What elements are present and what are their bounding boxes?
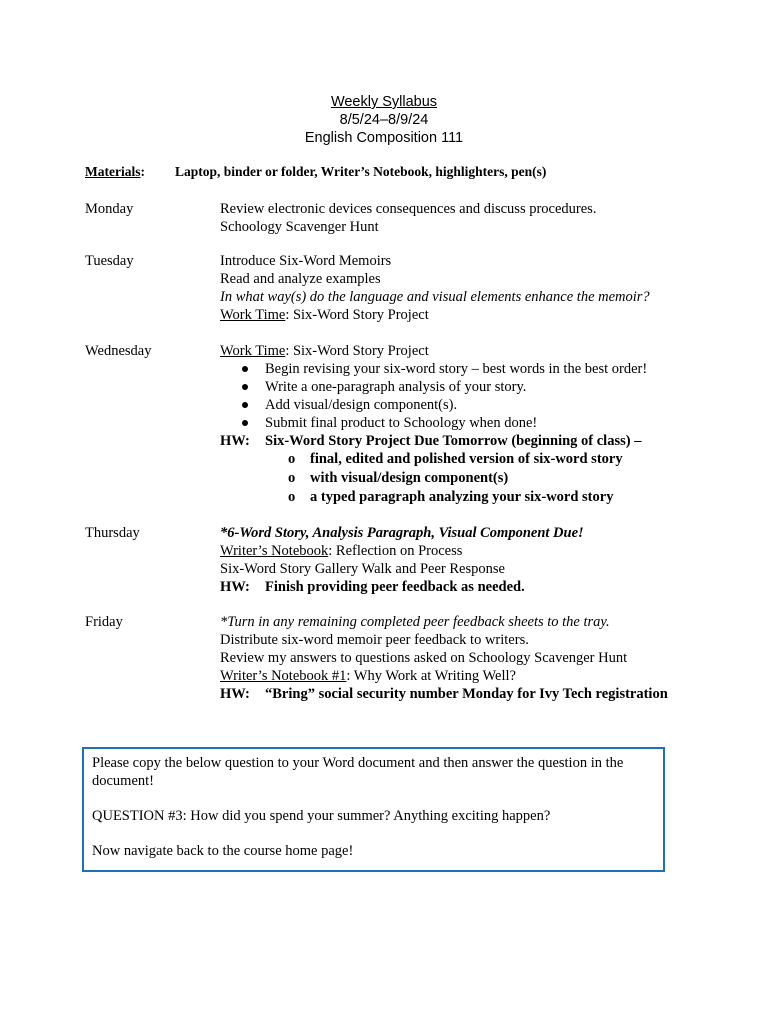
homework-text: Finish providing peer feedback as needed. [265,579,525,595]
day-name: Monday [85,201,134,217]
materials-colon: : [140,164,145,179]
day-content [220,342,720,507]
sub-list-item-text: final, edited and polished version of six-word story [310,451,623,467]
notebook-label: Writer’s Notebook #1 [220,668,347,684]
list-item-text: Submit final product to Schoology when done! [265,415,538,431]
day-name: Wednesday [85,343,152,359]
work-time-text: : Six-Word Story Project [285,343,429,359]
wednesday-work-time [220,342,720,360]
course-name: English Composition 111 [304,130,464,146]
box-navigation-note: Now navigate back to the course home page! [92,843,354,859]
work-time-label: Work Time [220,343,286,359]
sub-list-item [220,488,720,507]
sub-list-item [220,450,720,469]
list-item [220,414,720,432]
materials-label: Materials [85,164,141,179]
bullet-icon [242,402,248,408]
thursday-due-line: *6-Word Story, Analysis Paragraph, Visual Component Due! [220,525,584,541]
list-item-text: Add visual/design component(s). [265,397,458,413]
question-box [82,747,665,872]
materials-row [85,163,725,181]
sub-bullet-icon: o [288,489,296,505]
friday-line: Distribute six-word memoir peer feedback to writers. [220,632,529,648]
notebook-text: : Reflection on Process [328,543,463,559]
homework-line [220,685,720,703]
bullet-icon [242,384,248,390]
list-item-text: Write a one-paragraph analysis of your story. [265,379,527,395]
bullet-icon [242,420,248,426]
tuesday-question: In what way(s) do the language and visual elements enhance the memoir? [220,289,650,305]
work-time-text: : Six-Word Story Project [285,307,429,323]
thursday-line: Six-Word Story Gallery Walk and Peer Response [220,561,505,577]
sub-list-item-text: with visual/design component(s) [310,470,509,486]
syllabus-header [0,93,768,147]
day-content [220,252,720,324]
homework-label: HW: [220,579,250,595]
sub-list-item [220,469,720,488]
monday-line: Schoology Scavenger Hunt [220,219,379,235]
list-item-text: Begin revising your six-word story – best words in the best order! [265,361,648,377]
tuesday-line: Introduce Six-Word Memoirs [220,253,392,269]
monday-line: Review electronic devices consequences and discuss procedures. [220,201,597,217]
homework-label: HW: [220,433,250,449]
materials-list: Laptop, binder or folder, Writer’s Notebook, highlighters, pen(s) [175,164,547,179]
homework-label: HW: [220,686,250,702]
sub-list-item-text: a typed paragraph analyzing your six-word story [310,489,614,505]
day-content [220,200,720,236]
sub-bullet-icon: o [288,451,296,467]
homework-line [220,578,720,596]
notebook-text: : Why Work at Writing Well? [346,668,516,684]
homework-text: “Bring” social security number Monday for Ivy Tech registration [265,686,668,702]
friday-note: *Turn in any remaining completed peer feedback sheets to the tray. [220,614,610,630]
day-name: Friday [85,614,123,630]
notebook-label: Writer’s Notebook [220,543,329,559]
box-question: QUESTION #3: How did you spend your summer? Anything exciting happen? [92,808,551,824]
day-name: Thursday [85,525,140,541]
friday-notebook [220,667,720,685]
day-content [220,613,720,703]
thursday-notebook [220,542,720,560]
sub-bullet-icon: o [288,470,296,486]
day-content [220,524,720,596]
homework-line [220,432,720,450]
bullet-icon [242,366,248,372]
tuesday-work-time [220,306,720,324]
list-item [220,396,720,414]
work-time-label: Work Time [220,307,286,323]
box-instructions: Please copy the below question to your Word document and then answer the question in the document! [92,755,624,789]
tuesday-line: Read and analyze examples [220,271,381,287]
friday-line: Review my answers to questions asked on Schoology Scavenger Hunt [220,650,628,666]
date-range: 8/5/24–8/9/24 [339,112,429,128]
homework-text: Six-Word Story Project Due Tomorrow (beginning of class) – [265,433,642,449]
list-item [220,378,720,396]
day-name: Tuesday [85,253,134,269]
page-title: Weekly Syllabus [330,94,438,110]
list-item [220,360,720,378]
